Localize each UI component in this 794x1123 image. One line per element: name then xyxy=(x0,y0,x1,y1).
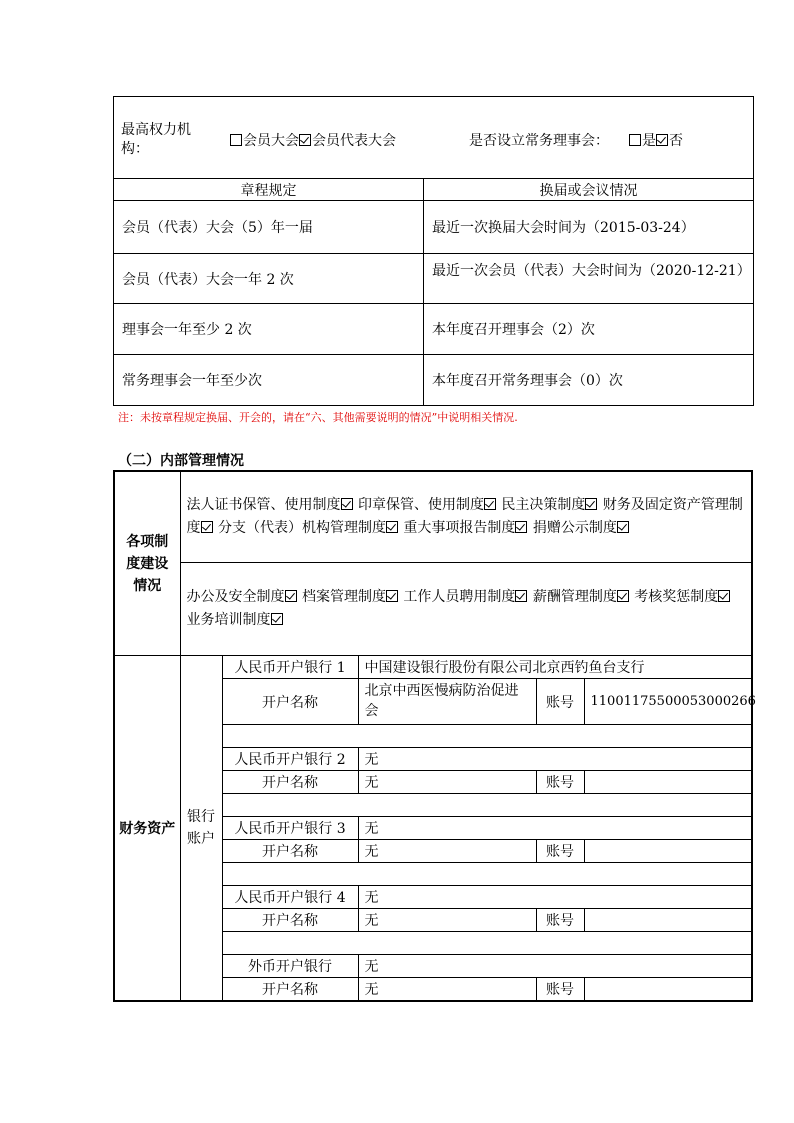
status-cell: 最近一次会员（代表）大会时间为（2020-12-21） xyxy=(424,254,754,304)
policies-line-2: 办公及安全制度 档案管理制度 工作人员聘用制度 薪酬管理制度 考核奖惩制度 业务培训制度 xyxy=(180,563,752,656)
bank-name-value: 无 xyxy=(358,955,752,978)
section-title: （二）内部管理情况 xyxy=(118,453,244,469)
account-name-value: 无 xyxy=(358,909,536,932)
authority-row xyxy=(114,97,754,179)
account-name-value: 无 xyxy=(358,840,536,863)
finance-label: 财务资产 xyxy=(114,656,180,1002)
rule-cell: 理事会一年至少 2 次 xyxy=(114,304,424,355)
authority-label: 最高权力机构： xyxy=(121,122,191,157)
account-no-label: 账号 xyxy=(536,840,584,863)
checkbox-checked-icon[interactable] xyxy=(285,590,297,602)
account-no-value xyxy=(584,771,752,794)
bank-name-value: 无 xyxy=(358,748,752,771)
checkbox-checked-icon[interactable] xyxy=(386,590,398,602)
account-no-value xyxy=(584,840,752,863)
checkbox-checked-icon[interactable] xyxy=(271,613,283,625)
bank-label: 人民币开户银行 3 xyxy=(222,817,358,840)
checkbox-checked-icon[interactable] xyxy=(201,521,213,533)
account-name-label: 开户名称 xyxy=(222,978,358,1002)
checkbox-checked-icon[interactable] xyxy=(299,134,311,146)
checkbox-checked-icon[interactable] xyxy=(656,134,668,146)
bank-name-value: 无 xyxy=(358,817,752,840)
account-no-label: 账号 xyxy=(536,771,584,794)
meeting-table xyxy=(113,96,754,406)
checkbox-checked-icon[interactable] xyxy=(617,521,629,533)
account-name-value: 无 xyxy=(358,771,536,794)
account-no-value: 11001175500053000266 xyxy=(584,679,752,725)
account-name-label: 开户名称 xyxy=(222,909,358,932)
account-name-label: 开户名称 xyxy=(222,679,358,725)
account-no-label: 账号 xyxy=(536,679,584,725)
checkbox-unchecked-icon[interactable] xyxy=(629,134,641,146)
bank-label: 人民币开户银行 2 xyxy=(222,748,358,771)
spacer-row xyxy=(222,725,752,748)
col-header-sessions: 换届或会议情况 xyxy=(424,179,754,201)
account-no-value xyxy=(584,909,752,932)
rule-cell: 会员（代表）大会（5）年一届 xyxy=(114,201,424,254)
bank-name-value: 中国建设银行股份有限公司北京西钓鱼台支行 xyxy=(358,656,752,679)
account-name-value: 无 xyxy=(358,978,536,1002)
bank-label: 人民币开户银行 1 xyxy=(222,656,358,679)
bank-label: 外币开户银行 xyxy=(222,955,358,978)
footnote: 注：未按章程规定换届、开会的，请在“六、其他需要说明的情况”中说明相关情况. xyxy=(118,411,518,424)
checkbox-unchecked-icon[interactable] xyxy=(230,134,242,146)
checkbox-checked-icon[interactable] xyxy=(341,498,353,510)
policies-line-1: 法人证书保管、使用制度 印章保管、使用制度 民主决策制度 财务及固定资产管理制度 分支（代表）机构管理制度 重大事项报告制度 捐赠公示制度 xyxy=(180,471,752,563)
account-no-value xyxy=(584,978,752,1002)
col-header-rules: 章程规定 xyxy=(114,179,424,201)
checkbox-checked-icon[interactable] xyxy=(585,498,597,510)
checkbox-checked-icon[interactable] xyxy=(718,590,730,602)
spacer-row xyxy=(222,863,752,886)
checkbox-checked-icon[interactable] xyxy=(617,590,629,602)
policies-label: 各项制度建设情况 xyxy=(114,471,180,656)
status-cell: 本年度召开常务理事会（0）次 xyxy=(424,355,754,406)
checkbox-checked-icon[interactable] xyxy=(386,521,398,533)
account-no-label: 账号 xyxy=(536,978,584,1002)
rule-cell: 常务理事会一年至少次 xyxy=(114,355,424,406)
account-name-label: 开户名称 xyxy=(222,771,358,794)
account-no-label: 账号 xyxy=(536,909,584,932)
bank-label: 人民币开户银行 4 xyxy=(222,886,358,909)
internal-management-table xyxy=(113,470,756,1002)
status-cell: 最近一次换届大会时间为（2015-03-24） xyxy=(424,201,754,254)
bank-accounts-label: 银行账户 xyxy=(180,656,222,1002)
status-cell: 本年度召开理事会（2）次 xyxy=(424,304,754,355)
spacer-row xyxy=(222,794,752,817)
spacer-row xyxy=(222,932,752,955)
bank-name-value: 无 xyxy=(358,886,752,909)
authority-options: 会员大会 会员代表大会 xyxy=(230,130,396,150)
checkbox-checked-icon[interactable] xyxy=(484,498,496,510)
standing-council-options: 是 否 xyxy=(629,130,683,150)
account-name-label: 开户名称 xyxy=(222,840,358,863)
account-name-value: 北京中西医慢病防治促进会 xyxy=(358,679,536,725)
checkbox-checked-icon[interactable] xyxy=(515,521,527,533)
standing-council-question: 是否设立常务理事会： xyxy=(469,133,609,149)
checkbox-checked-icon[interactable] xyxy=(515,590,527,602)
rule-cell: 会员（代表）大会一年 2 次 xyxy=(114,254,424,304)
